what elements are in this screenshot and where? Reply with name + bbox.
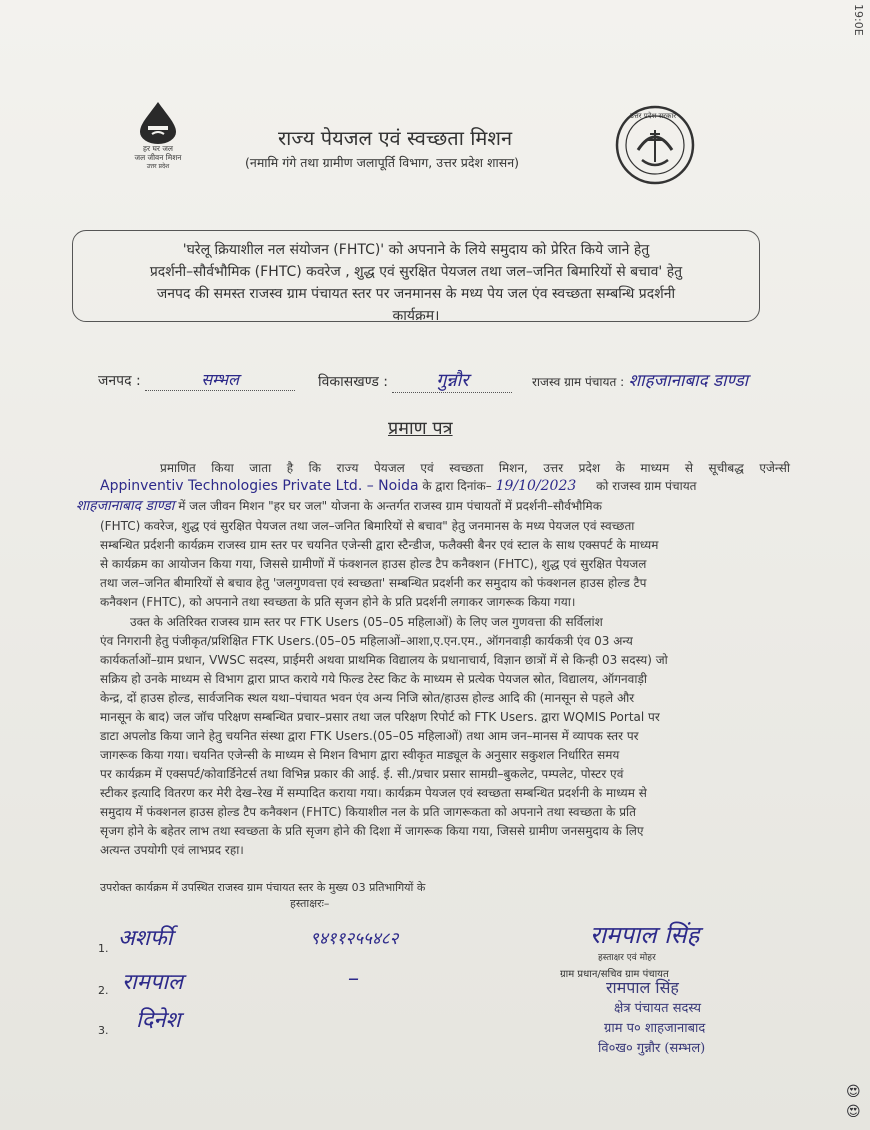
head-signature: रामपाल सिंह [590,921,700,949]
certificate-title: प्रमाण पत्र [388,418,453,439]
mission-title: राज्य पेयजल एवं स्वच्छता मिशन [278,126,513,150]
water-drop-icon [118,100,198,146]
vikas-khand-field: विकासखण्ड : गुन्नौर [318,368,512,393]
participant-1-mobile: ९४११२५५४८२ [310,929,399,949]
document-page: हर घर जल जल जीवन मिशन उत्तर प्रदेश राज्य पेयजल एवं स्वच्छता मिशन (नमामि गंगे तथा ग्रामीण जलापूर्ति विभाग, उत्तर प्रदेश शासन) उत्तर प्रदेश सरकार 'घरेलू क्रियाशील नल संयोजन (FHTC)' को अपनाने के लिये समुदाय को प्रेरित किये जाने हेतु प्रदर्शनी–सौर्वभौमिक (FHTC) कवरेज , शुद्ध एवं सुरक्षित पेयजल तथा जल–जनित बिमारियों से बचाव' हेतु जनपद की समस्त राजस्व ग्राम पंचायत स्तर पर जनमानस के मध्य पेय जल एंव स्वच्छता सम्बन्धि प्रदर्शनी कार्यक्रम। जनपद : सम्भल विकासखण्ड : गुन्नौर राजस्व ग्राम पंचायत : शाहजानाबाद डाण्डा प्रमाण पत्र प्रमाणित किया जाता है कि राज्य पेयजल एवं स्वच्छता मिशन, उत्तर प्रदेश के माध्यम से सूचीबद्ध एजेन्सी Appinventiv Technologies Private Ltd. – Noida के द्वारा दिनांक– 19/10/2023 को राजस्व ग्राम पंचायत शाहजानाबाद डाण्डा में जल जीवन मिशन "हर घर जल" योजना के अन्तर्गत राजस्व ग्राम पंचायतों में प्रदर्शनी–सौर्वभौमिक (FHTC) कवरेज, शुद्ध एवं सुरक्षित पेयजल तथा जल–जनित बिमारियों से बचाव" हेतु जनमानस के मध्य पेयजल एवं स्वच्छता सम्बन्धित प्रर्दशनी कार्यक्रम राजस्व ग्राम स्तर पर चयनित एजेन्सी द्वारा स्टैन्डीज, फलैक्सी बैनर एवं स्टाल के साथ एक्सपर्ट के माध्यम से कार्यक्रम का आयोजन किया गया, जिससे ग्रामीणों में फंक्शनल हाउस होल्ड टैप कनैक्शन (FHTC), शुद्ध एवं सुरक्षित पेयजल तथा जल–जनित बीमारियों से बचाव हेतु 'जलगुणवत्ता एवं स्वच्छता' सम्बन्धित प्रदर्शनी कर समुदाय को फंक्शनल हाउस होल्ड टैप कनैक्शन (FHTC), को अपनाने तथा स्वच्छता के प्रति सृजन होने के प्रति प्रदर्शनी लगाकर जागरूक किया गया। उक्त के अतिरिक्त राजस्व ग्राम स्तर पर FTK Users (05–05 महिलाओं) के लिए जल गुणवत्ता की सर्विलांश एंव निगरानी हेतु पंजीकृत/प्रशिक्षित FTK Users.(05–05 महिलाओं–आशा,ए.एन.एम., ऑगनवाड़ी कार्यकत्री एंव 03 अन्य कार्यकर्ताओं–ग्राम प्रधान, VWSC सदस्य, प्राईमरी अथवा प्राथमिक विद्यालय के प्रधानाचार्य, विज्ञान छात्रों में से किन्ही 03 सदस्य) जो सक्रिय हो उनके माध्यम से विभाग द्वारा प्राप्त कराये गये फिल्ड टेस्ट किट के माध्यम से प्रत्येक पेयजल स्रोत, विद्यालय, ऑगनवाड़ी केन्द्र, दों हाउस होल्ड, सार्वजनिक स्थल यथा–पंचायत भवन एंव अन्य निजि स्रोत/हाउस होल्ड आदि की (मानसून से पहले और मानसून के बाद) जल जॉच परिक्षण सम्बन्धित प्रचार–प्रसार तथा जल परिक्षण रिपोर्ट को FTK Users. द्वारा WQMIS Portal पर डाटा अपलोड किया जाने हेतु चयनित संस्था द्वारा FTK Users.(05–05 महिलाओं) तथा आम जन–मानस में व्यापक स्तर पर जागरूक किया गया। चयनित एजेन्सी के माध्यम से मिशन विभाग द्वारा स्वीकृत माड्यूल के अनुसार सकुशल निर्धारित समय पर कार्यक्रम में एक्सपर्ट/कोवार्डिनेटर्स तथा विभिन्न प्रकार की आई. ई. सी./प्रचार प्रसार सामग्री–बुकलेट, पम्पलेट, पोस्टर एवं स्टीकर इत्यादि वितरण कर मेरी देख–रेख में सम्पादित कराया गया। कार्यक्रम पेयजल एवं स्वच्छता सम्बन्धित प्रदर्शनी के माध्यम से समुदाय में फंक्शनल हाउस होल्ड टैप कनैक्शन (FHTC) कियाशील नल के प्रति जागरूकता को अपनाने तथा स्वच्छता के प्रति सृजग होने के बहेतर लाभ तथा स्वच्छता के प्रति सृजग होने की दिशा में जागरूक किया गया, जिससे ग्रामीण जनसमुदाय के लिए अत्यन्त उपयोगी एवं लाभप्रद रहा। उपरोक्त कार्यक्रम में उपस्थित राजस्व ग्राम पंचायत स्तर के मुख्य 03 प्रतिभागियों के हस्ताक्षरः– 1. अशर्फी ९४११२५५४८२ 2. रामपाल – 3. दिनेश रामपाल सिंह हस्ताक्षर एवं मोहर ग्राम प्रधान/सचिव ग्राम पंचायत रामपाल सिंह क्षेत्र पंचायत सदस्य ग्राम प० शाहजानाबाद वि०ख० गुन्नौर (सम्भल) 19:0E 😍 😍 [0,0,870,1130]
programme-title-box: 'घरेलू क्रियाशील नल संयोजन (FHTC)' को अपनाने के लिये समुदाय को प्रेरित किये जाने हेतु प्रदर्शनी–सौर्वभौमिक (FHTC) कवरेज , शुद्ध एवं सुरक्षित पेयजल तथा जल–जनित बिमारियों से बचाव' हेतु जनपद की समस्त राजस्व ग्राम पंचायत स्तर पर जनमानस के मध्य पेय जल एंव स्वच्छता सम्बन्धि प्रदर्शनी कार्यक्रम। [72,230,760,322]
stamp-gram: ग्राम प० शाहजानाबाद [604,1021,706,1036]
programme-date: 19/10/2023 [495,478,577,494]
participant-2-mobile: – [348,966,359,991]
mission-subtitle: (नमामि गंगे तथा ग्रामीण जलापूर्ति विभाग, उत्तर प्रदेश शासन) [245,155,520,170]
reaction-emoji-2: 😍 [846,1104,861,1120]
participant-2-signature: रामपाल [122,970,183,995]
reaction-emoji-1: 😍 [846,1084,861,1100]
stamp-block: वि०ख० गुन्नौर (सम्भल) [598,1041,706,1056]
up-government-emblem: उत्तर प्रदेश सरकार [614,104,696,186]
vikas-value: गुन्नौर [436,370,469,391]
participant-1-signature: अशर्फी [118,926,173,951]
stamp-designation: क्षेत्र पंचायत सदस्य [614,1001,702,1016]
gram-panchayat-handwritten: शाहजानाबाद डाण्डा [76,498,175,514]
gram-panchayat-value: शाहजानाबाद डाण्डा [628,371,749,391]
agency-name: Appinventiv Technologies Private Ltd. – Noida [100,478,419,494]
janpad-value: सम्भल [201,370,240,389]
para1-line2: Appinventiv Technologies Private Ltd. – Noida के द्वारा दिनांक– 19/10/2023 को राजस्व ग्राम पंचायत [100,478,697,494]
stamp-name: रामपाल सिंह [606,978,679,997]
participant-3-signature: दिनेश [136,1008,181,1033]
janpad-field: जनपद : सम्भल [98,368,295,391]
edge-text: 19:0E [852,4,865,36]
gram-panchayat-field: राजस्व ग्राम पंचायत : शाहजानाबाद डाण्डा [532,371,749,391]
har-ghar-jal-logo: हर घर जल जल जीवन मिशन उत्तर प्रदेश [118,100,198,180]
